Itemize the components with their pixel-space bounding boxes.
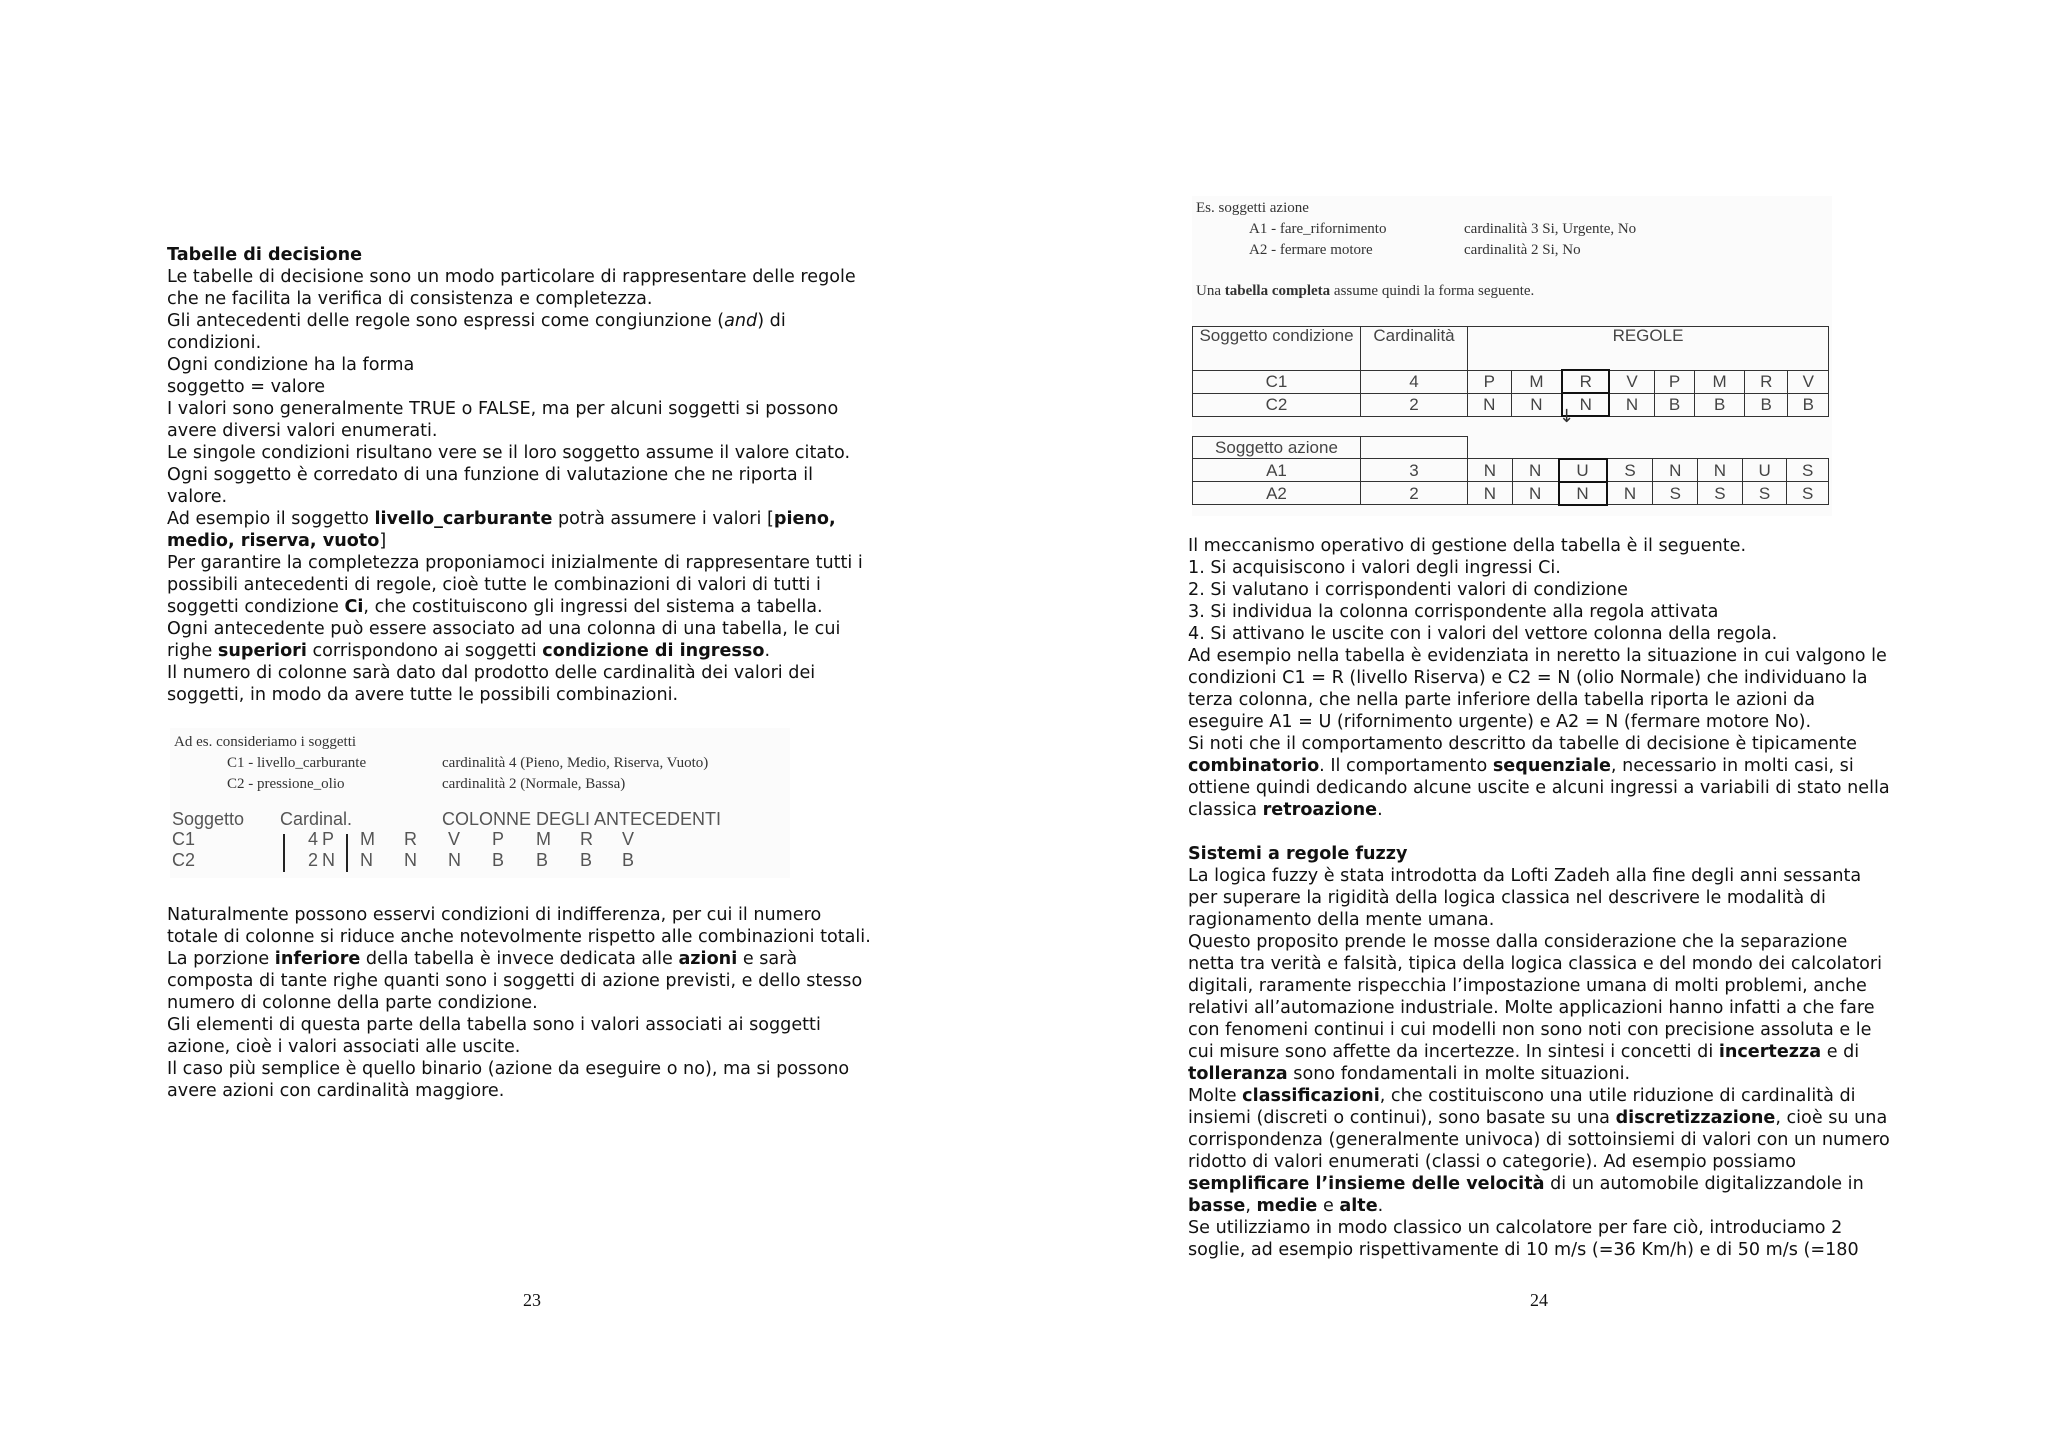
cond-header-card: Cardinalità <box>1361 327 1468 371</box>
fig1-row2-card: 2 <box>308 850 319 870</box>
text-span: , <box>1245 1196 1257 1216</box>
text-line <box>167 992 897 1014</box>
text-line <box>1188 843 1918 865</box>
cond-rule-cell: B <box>1788 393 1829 416</box>
cond-rule-cell: M <box>1695 370 1745 393</box>
bold-text: discretizzazione <box>1615 1108 1776 1128</box>
cond-rule-cell: V <box>1609 370 1654 393</box>
right-page <box>1024 0 2048 1448</box>
fig2-intro: Es. soggetti azione <box>1196 200 1309 216</box>
text-span: Si noti che il comportamento descritto da tabelle di decisione è tipicamente <box>1188 734 1857 754</box>
action-rule-cell: N <box>1468 482 1513 505</box>
bold-text: superiori <box>217 641 307 661</box>
text-span: insiemi (discreti o continui), sono basate su una <box>1188 1108 1616 1128</box>
cond-rule-cell: P <box>1468 370 1512 393</box>
action-header-card <box>1361 437 1468 459</box>
bold-text: alte <box>1339 1196 1378 1216</box>
fig1-cell: V <box>448 829 461 849</box>
fig1-cell: N <box>322 850 335 870</box>
text-span: 1. Si acquisiscono i valori degli ingressi Ci. <box>1188 558 1561 578</box>
cond-subject-cell: C2 <box>1193 393 1361 416</box>
text-span: La logica fuzzy è stata introdotta da Lofti Zadeh alla fine degli anni sessanta <box>1188 866 1862 886</box>
bold-text: retroazione <box>1262 800 1378 820</box>
text-line <box>1188 997 1918 1019</box>
text-line <box>167 486 897 508</box>
figure-decision-table <box>1192 196 1832 516</box>
text-span: Gli antecedenti delle regole sono espressi come congiunzione ( <box>167 311 725 331</box>
text-span: Ogni soggetto è corredato di una funzione di valutazione che ne riporta il <box>167 465 813 485</box>
fig1-c2-name: C2 - pressione_olio <box>227 776 345 792</box>
text-line <box>1188 557 1918 579</box>
text-line <box>167 288 897 310</box>
action-rule-cell: S <box>1653 482 1698 505</box>
bold-text: inferiore <box>274 949 361 969</box>
fig2-a1-name: A1 - fare_rifornimento <box>1249 221 1387 237</box>
text-span: Gli elementi di questa parte della tabella sono i valori associati ai soggetti <box>167 1015 821 1035</box>
fig1-cell: B <box>580 850 593 870</box>
text-span: possibili antecedenti di regole, cioè tutte le combinazioni di valori di tutti i <box>167 575 821 595</box>
text-span: potrà assumere i valori [ <box>552 509 774 529</box>
action-rule-cell: N <box>1512 482 1558 505</box>
action-rule-cell: S <box>1787 459 1829 482</box>
fig1-row2-name: C2 <box>172 850 196 870</box>
page-number-right: 24 <box>1530 1290 1548 1310</box>
text-span: terza colonna, che nella parte inferiore della tabella riporta le azioni da <box>1188 690 1816 710</box>
text-span: condizioni C1 = R (livello Riserva) e C2 = N (olio Normale) che individuano la <box>1188 668 1868 688</box>
bold-text: combinatorio <box>1188 756 1320 776</box>
cond-rule-cell: N <box>1468 393 1512 416</box>
text-line <box>167 420 897 442</box>
bold-text: livello_carburante <box>374 509 553 529</box>
bold-text: medie <box>1256 1196 1318 1216</box>
text-span: azione, cioè i valori associati alle uscite. <box>167 1037 521 1057</box>
text-line <box>1188 579 1918 601</box>
fig2-a2-card: cardinalità 2 Si, No <box>1464 242 1581 258</box>
text-line <box>167 376 897 398</box>
text-span: soggetti, in modo da avere tutte le possibili combinazioni. <box>167 685 679 705</box>
action-rule-cell: S <box>1607 459 1653 482</box>
action-rule-cell: S <box>1787 482 1829 505</box>
text-span: La porzione <box>167 949 275 969</box>
text-line <box>167 508 897 530</box>
cond-rule-cell: P <box>1654 370 1694 393</box>
text-line <box>1188 975 1918 997</box>
text-line <box>1188 1107 1918 1129</box>
cond-row <box>1193 393 1829 416</box>
text-line <box>1188 1041 1918 1063</box>
text-span: 4. Si attivano le uscite con i valori del vettore colonna della regola. <box>1188 624 1778 644</box>
text-span: eseguire A1 = U (rifornimento urgente) e A2 = N (fermare motore No). <box>1188 712 1812 732</box>
text-line <box>167 332 897 354</box>
condition-table <box>1192 326 1829 417</box>
action-rule-cell: N <box>1698 459 1743 482</box>
fig1-cell: P <box>322 829 335 849</box>
text-line <box>1188 799 1918 821</box>
action-header-subject: Soggetto azione <box>1193 437 1361 459</box>
action-header-blank <box>1468 437 1829 459</box>
text-line <box>1188 601 1918 623</box>
text-line <box>1188 953 1918 975</box>
text-span: ) di <box>757 311 786 331</box>
cond-row <box>1193 370 1829 393</box>
fig1-divider-left <box>283 834 285 872</box>
text-line <box>167 1080 897 1102</box>
cond-header-subject: Soggetto condizione <box>1193 327 1361 371</box>
text-line <box>167 596 897 618</box>
text-span: avere diversi valori enumerati. <box>167 421 438 441</box>
text-span: Il numero di colonne sarà dato dal prodotto delle cardinalità dei valori dei <box>167 663 816 683</box>
fig2-a2-name: A2 - fermare motore <box>1249 242 1373 258</box>
text-span: , che costituiscono una utile riduzione di cardinalità di <box>1379 1086 1856 1106</box>
action-rule-cell: N <box>1512 459 1558 482</box>
text-line <box>167 530 897 552</box>
text-line <box>1188 1195 1918 1217</box>
fig1-cell: N <box>404 850 417 870</box>
text-line <box>167 926 897 948</box>
text-span: . <box>764 641 771 661</box>
cond-rule-cell: B <box>1654 393 1694 416</box>
bold-text: pieno, <box>773 509 836 529</box>
text-span: totale di colonne si riduce anche notevolmente rispetto alle combinazioni totali. <box>167 927 871 947</box>
text-span: valore. <box>167 487 228 507</box>
text-span: che ne facilita la verifica di consistenza e completezza. <box>167 289 653 309</box>
text-span: . Il comportamento <box>1319 756 1493 776</box>
page-number-left: 23 <box>523 1290 541 1310</box>
text-line <box>167 244 897 266</box>
bold-text: basse <box>1188 1196 1246 1216</box>
action-subject-cell: A1 <box>1193 459 1361 482</box>
text-line <box>167 662 897 684</box>
text-span: corrispondono ai soggetti <box>306 641 543 661</box>
cond-rule-cell: M <box>1511 370 1562 393</box>
figure-antecedents <box>170 728 790 878</box>
action-card-cell: 3 <box>1361 459 1468 482</box>
cond-rule-cell: R <box>1744 370 1788 393</box>
cond-rule-cell: N <box>1562 393 1609 416</box>
bold-text: Sistemi a regole fuzzy <box>1188 844 1408 864</box>
fig1-header-cols: COLONNE DEGLI ANTECEDENTI <box>442 809 722 829</box>
text-span: Ad esempio il soggetto <box>167 509 375 529</box>
text-line <box>1188 931 1918 953</box>
fig1-divider-right <box>346 834 348 872</box>
text-line <box>1188 1151 1918 1173</box>
text-line <box>1188 667 1918 689</box>
text-span: ottiene quindi dedicando alcune uscite e alcuni ingressi a variabili di stato nella <box>1188 778 1890 798</box>
fig1-cell: B <box>536 850 549 870</box>
text-line <box>1188 865 1918 887</box>
text-span: netta tra verità e falsità, tipica della logica classica e del mondo dei calcolatori <box>1188 954 1883 974</box>
action-rule-cell: S <box>1698 482 1743 505</box>
action-rule-cell: N <box>1607 482 1653 505</box>
cond-rule-cell: N <box>1609 393 1654 416</box>
text-line <box>167 398 897 420</box>
text-line <box>1188 777 1918 799</box>
text-line <box>1188 1173 1918 1195</box>
bold-text: Tabelle di decisione <box>167 245 363 265</box>
text-span: sono fondamentali in molte situazioni. <box>1287 1064 1631 1084</box>
action-rule-cell: U <box>1742 459 1787 482</box>
text-line <box>167 1058 897 1080</box>
text-span: 3. Si individua la colonna corrispondente alla regola attivata <box>1188 602 1719 622</box>
fig1-c2-card: cardinalità 2 (Normale, Bassa) <box>442 776 626 792</box>
text-span: e sarà <box>737 949 798 969</box>
text-span: per superare la rigidità della logica classica nel descrivere le modalità di <box>1188 888 1826 908</box>
text-span: ] <box>379 531 387 551</box>
text-span: . <box>1377 1196 1384 1216</box>
text-span: Naturalmente possono esservi condizioni di indifferenza, per cui il numero <box>167 905 822 925</box>
text-line <box>1188 689 1918 711</box>
fig1-cell: B <box>622 850 635 870</box>
text-span: righe <box>167 641 218 661</box>
text-line <box>1188 1085 1918 1107</box>
text-line <box>167 904 897 926</box>
text-span: e <box>1317 1196 1340 1216</box>
fig1-intro: Ad es. consideriamo i soggetti <box>174 734 357 750</box>
text-line <box>1188 1217 1918 1239</box>
bold-text: semplificare l’insieme delle velocità <box>1188 1174 1545 1194</box>
left-text-bottom <box>167 904 897 1102</box>
text-span: I valori sono generalmente TRUE o FALSE, ma per alcuni soggetti si possono <box>167 399 839 419</box>
cond-card-cell: 4 <box>1361 370 1468 393</box>
text-line <box>1188 1129 1918 1151</box>
text-line <box>167 640 897 662</box>
fig1-cell: B <box>492 850 505 870</box>
text-line <box>167 354 897 376</box>
text-line <box>167 574 897 596</box>
action-row <box>1193 459 1829 482</box>
text-line <box>1188 645 1918 667</box>
text-span: con fenomeni continui i cui modelli non sono noti con precisione assoluta e le <box>1188 1020 1872 1040</box>
text-line <box>167 1036 897 1058</box>
bold-text: incertezza <box>1718 1042 1822 1062</box>
text-line <box>167 266 897 288</box>
fig1-header-subject: Soggetto <box>172 809 245 829</box>
text-span: soggetti condizione <box>167 597 345 617</box>
text-line <box>167 948 897 970</box>
bold-text: tolleranza <box>1188 1064 1288 1084</box>
cond-header-rules: REGOLE <box>1468 327 1829 371</box>
fig1-cell: P <box>492 829 505 849</box>
cond-rule-cell: N <box>1511 393 1562 416</box>
right-text <box>1188 535 1918 1261</box>
text-line <box>1188 1239 1918 1261</box>
fig1-c1-name: C1 - livello_carburante <box>227 755 367 771</box>
down-arrow-icon: ↓ <box>1559 406 1575 427</box>
fig1-cell: R <box>404 829 417 849</box>
text-span: di un automobile digitalizzandole in <box>1544 1174 1864 1194</box>
text-span: Ad esempio nella tabella è evidenziata in neretto la situazione in cui valgono le <box>1188 646 1887 666</box>
text-span: della tabella è invece dedicata alle <box>360 949 679 969</box>
fig1-cell: R <box>580 829 593 849</box>
text-line <box>167 464 897 486</box>
action-rule-cell: N <box>1653 459 1698 482</box>
bold-text: sequenziale <box>1492 756 1611 776</box>
text-span: Le tabelle di decisione sono un modo particolare di rappresentare delle regole <box>167 267 856 287</box>
text-span: Molte <box>1188 1086 1243 1106</box>
cond-subject-cell: C1 <box>1193 370 1361 393</box>
bold-text: condizione di ingresso <box>542 641 765 661</box>
text-span: condizioni. <box>167 333 262 353</box>
text-line <box>167 1014 897 1036</box>
bold-text: medio, riserva, vuoto <box>167 531 380 551</box>
text-span: digitali, raramente rispecchia l’impostazione umana di molti problemi, anche <box>1188 976 1867 996</box>
text-span: composta di tante righe quanti sono i soggetti di azione previsti, e dello stesso <box>167 971 863 991</box>
text-span: Il meccanismo operativo di gestione della tabella è il seguente. <box>1188 536 1747 556</box>
text-span: Il caso più semplice è quello binario (azione da eseguire o no), ma si possono <box>167 1059 850 1079</box>
text-span: Per garantire la completezza proponiamoci inizialmente di rappresentare tutti i <box>167 553 863 573</box>
text-line <box>167 684 897 706</box>
fig1-cell: N <box>448 850 461 870</box>
bold-text: azioni <box>678 949 738 969</box>
text-span: Ogni condizione ha la forma <box>167 355 415 375</box>
bold-text: Ci <box>344 597 364 617</box>
text-line <box>1188 623 1918 645</box>
cond-rule-cell: R <box>1562 370 1609 393</box>
text-span: soggetto = valore <box>167 377 326 397</box>
text-line <box>1188 909 1918 931</box>
text-span: . <box>1377 800 1383 820</box>
fig2-caption: Una tabella completa assume quindi la forma seguente. <box>1196 283 1535 299</box>
text-line <box>1188 711 1918 733</box>
action-rule-cell: N <box>1468 459 1513 482</box>
action-table <box>1192 436 1829 506</box>
text-line <box>167 552 897 574</box>
fig1-row1-card: 4 <box>308 829 319 849</box>
left-text-top <box>167 244 897 706</box>
text-span: 2. Si valutano i corrispondenti valori di condizione <box>1188 580 1628 600</box>
fig1-row1-name: C1 <box>172 829 196 849</box>
text-line <box>167 618 897 640</box>
text-span: Le singole condizioni risultano vere se il loro soggetto assume il valore citato. <box>167 443 851 463</box>
action-rule-cell: U <box>1559 459 1607 482</box>
italic-text: and <box>724 311 758 331</box>
text-line <box>1188 887 1918 909</box>
fig1-cell: M <box>536 829 551 849</box>
text-line <box>1188 733 1918 755</box>
text-span: relativi all’automazione industriale. Molte applicazioni hanno infatti a che fare <box>1188 998 1875 1018</box>
text-span: numero di colonne della parte condizione. <box>167 993 538 1013</box>
text-line <box>167 970 897 992</box>
bold-text: classificazioni <box>1242 1086 1380 1106</box>
text-span: ragionamento della mente umana. <box>1188 910 1495 930</box>
action-rule-cell: N <box>1559 482 1607 505</box>
text-span: Ogni antecedente può essere associato ad una colonna di una tabella, le cui <box>167 619 841 639</box>
text-span: Se utilizziamo in modo classico un calcolatore per fare ciò, introduciamo 2 <box>1188 1218 1843 1238</box>
fig2-a1-card: cardinalità 3 Si, Urgente, No <box>1464 221 1637 237</box>
action-rule-cell: S <box>1742 482 1787 505</box>
text-span: ridotto di valori enumerati (classi o categorie). Ad esempio possiamo <box>1188 1152 1797 1172</box>
cond-rule-cell: V <box>1788 370 1829 393</box>
text-span: , cioè su una <box>1775 1108 1888 1128</box>
text-span: avere azioni con cardinalità maggiore. <box>167 1081 505 1101</box>
text-line <box>1188 535 1918 557</box>
text-span: e di <box>1821 1042 1860 1062</box>
text-span: , necessario in molti casi, si <box>1610 756 1854 776</box>
text-line <box>167 442 897 464</box>
cond-card-cell: 2 <box>1361 393 1468 416</box>
text-line <box>167 310 897 332</box>
cond-rule-cell: B <box>1695 393 1745 416</box>
cond-rule-cell: B <box>1744 393 1788 416</box>
action-row <box>1193 482 1829 505</box>
text-span: Questo proposito prende le mosse dalla considerazione che la separazione <box>1188 932 1848 952</box>
fig1-cell: N <box>360 850 373 870</box>
fig1-c1-card: cardinalità 4 (Pieno, Medio, Riserva, Vuoto) <box>442 755 709 771</box>
fig1-cell: M <box>360 829 375 849</box>
text-span: corrispondenza (generalmente univoca) di sottoinsiemi di valori con un numero <box>1188 1130 1890 1150</box>
action-card-cell: 2 <box>1361 482 1468 505</box>
fig1-header-card: Cardinal. <box>280 809 353 829</box>
text-line <box>1188 1019 1918 1041</box>
action-subject-cell: A2 <box>1193 482 1361 505</box>
fig1-cell: V <box>622 829 635 849</box>
text-span: , che costituiscono gli ingressi del sistema a tabella. <box>363 597 823 617</box>
text-span: classica <box>1188 800 1263 820</box>
text-line <box>1188 755 1918 777</box>
text-span: soglie, ad esempio rispettivamente di 10 m/s (=36 Km/h) e di 50 m/s (=180 <box>1188 1240 1859 1260</box>
paragraph-gap <box>1188 821 1918 843</box>
text-span: cui misure sono affette da incertezze. In sintesi i concetti di <box>1188 1042 1719 1062</box>
text-line <box>1188 1063 1918 1085</box>
